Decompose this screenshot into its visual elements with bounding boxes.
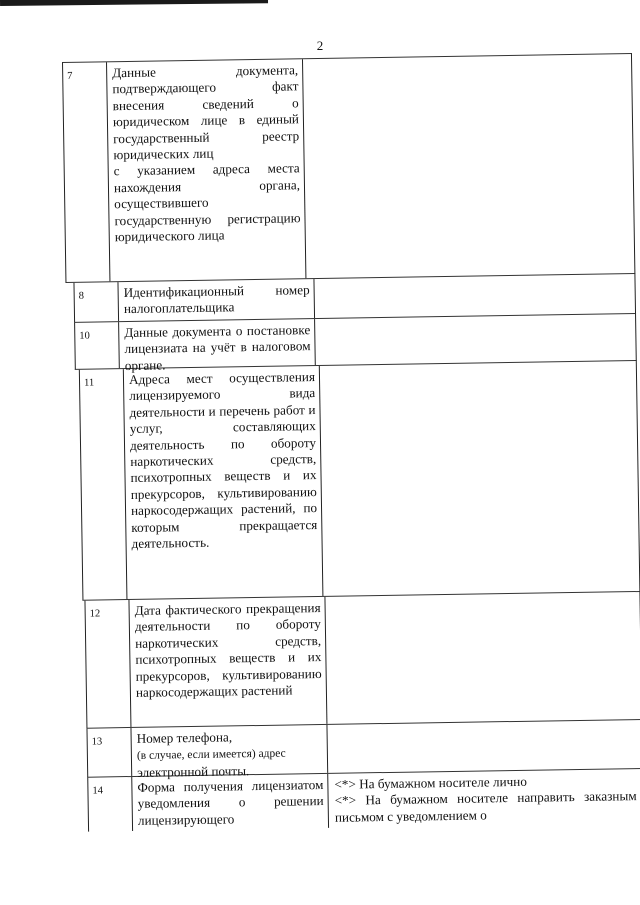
row-value-field[interactable] <box>320 361 640 596</box>
row-value-field[interactable] <box>315 314 636 365</box>
row-label-tail: электронной почты. <box>137 762 250 780</box>
table-row <box>79 361 640 601</box>
row-label: Идентификационный номер налогоплательщика <box>118 279 315 321</box>
row-value-field[interactable] <box>327 720 640 773</box>
top-edge-bar <box>0 0 268 6</box>
row-value-field[interactable] <box>325 592 640 724</box>
row-value-field[interactable] <box>314 274 635 318</box>
form-table <box>62 53 640 832</box>
row-label-main: Номер телефона, <box>136 729 233 746</box>
row-value-options <box>328 769 640 828</box>
row-number: 12 <box>85 600 131 728</box>
table-row <box>62 53 635 283</box>
row-label: Адреса мест осуществления лицензируемого вида деятельности и перечень работ и услуг, составляющих деятельность по обороту наркотических средств, психотропных веществ и их прекурсоров, культивированию наркосодержащих растений, по которым прекращается деятельность. <box>124 366 324 599</box>
table-row <box>84 592 640 729</box>
row-number: 13 <box>87 728 132 777</box>
row-number: 8 <box>74 282 119 322</box>
table-row <box>87 769 640 832</box>
row-label: Форма получения лицензиатом уведомления о решении лицензирующего <box>132 774 329 831</box>
delivery-option-registered-mail[interactable]: <*> На бумажном носителе направить заказным письмом с уведомлением о <box>334 788 637 825</box>
row-label <box>131 725 328 780</box>
row-label-note: (в случае, если имеется) адрес <box>136 747 286 763</box>
row-number: 7 <box>63 62 110 282</box>
row-label: Дата фактического прекращения деятельности по обороту наркотических средств, психотропных веществ и их прекурсоров, культивированию наркосодержащих растений <box>129 597 327 727</box>
row-number: 14 <box>88 777 133 832</box>
page-number: 2 <box>316 38 324 53</box>
delivery-option-in-person[interactable]: <*> На бумажном носителе лично <box>334 773 527 792</box>
row-number: 10 <box>75 322 120 369</box>
row-number: 11 <box>80 369 128 600</box>
row-value-field[interactable] <box>303 54 634 278</box>
table-row <box>86 720 640 778</box>
row-label: Данные документа, подтверждающего факт внесения сведений о юридическом лице в единый государственный реестр юридических лиц с указанием адреса места нахождения органа, осуществившего государственную регистрацию юридического лица <box>107 59 306 281</box>
row-label: Данные документа о постановке лицензиата на учёт в налоговом органе. <box>119 319 316 368</box>
